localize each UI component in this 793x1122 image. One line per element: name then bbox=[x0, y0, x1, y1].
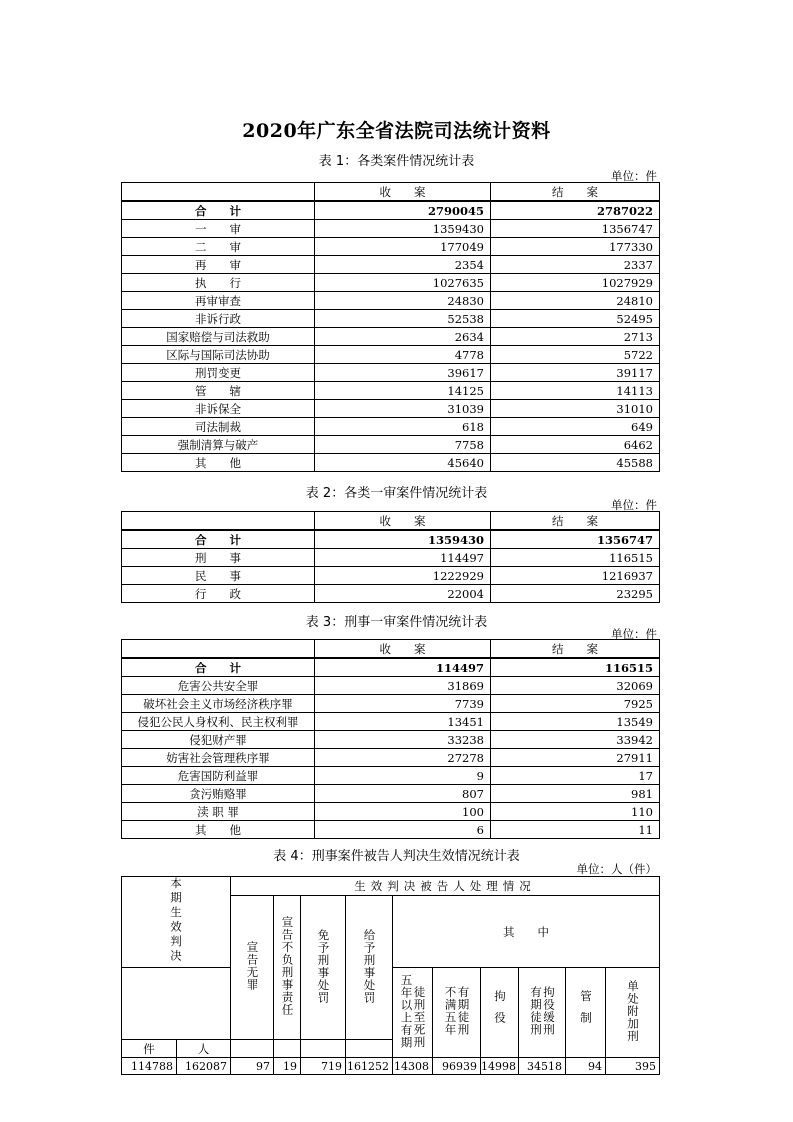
page-title: 2020年广东全省法院司法统计资料 bbox=[242, 120, 551, 142]
row-closed: 13549 bbox=[491, 713, 660, 731]
table-row bbox=[122, 328, 660, 346]
table4-val-suspended: 34518 bbox=[519, 1058, 566, 1075]
row-received: 31869 bbox=[315, 677, 491, 695]
table4-val-supplementary: 395 bbox=[606, 1058, 660, 1075]
table4-val-persons: 162087 bbox=[177, 1058, 231, 1075]
table2-unit: 单位：件 bbox=[611, 498, 657, 512]
table-row bbox=[122, 821, 660, 839]
row-closed: 24810 bbox=[491, 292, 660, 310]
table-row bbox=[122, 567, 660, 585]
row-label: 贪污贿赂罪 bbox=[122, 785, 315, 803]
row-label: 再 审 bbox=[122, 256, 315, 274]
table-row bbox=[122, 731, 660, 749]
table-row bbox=[122, 292, 660, 310]
row-received: 807 bbox=[315, 785, 491, 803]
row-label: 合 计 bbox=[122, 658, 315, 677]
table4-val-punish: 161252 bbox=[346, 1058, 393, 1075]
row-closed: 649 bbox=[491, 418, 660, 436]
row-received: 618 bbox=[315, 418, 491, 436]
row-closed: 981 bbox=[491, 785, 660, 803]
row-closed: 17 bbox=[491, 767, 660, 785]
table4-spacer-3 bbox=[301, 1040, 346, 1058]
row-closed: 1216937 bbox=[491, 567, 660, 585]
table4-val-exempt: 719 bbox=[301, 1058, 346, 1075]
row-received: 24830 bbox=[315, 292, 491, 310]
table-row bbox=[122, 238, 660, 256]
table4-corner-label: 本期生效判决 bbox=[169, 877, 183, 964]
table4 bbox=[121, 876, 660, 1075]
row-received: 4778 bbox=[315, 346, 491, 364]
table-row bbox=[122, 310, 660, 328]
table4-sub-persons: 人 bbox=[177, 1040, 231, 1058]
row-received: 27278 bbox=[315, 749, 491, 767]
row-closed: 1356747 bbox=[491, 530, 660, 549]
row-closed: 31010 bbox=[491, 400, 660, 418]
table4-corner-spacer bbox=[122, 968, 231, 1040]
table4-val-over5: 14308 bbox=[393, 1058, 433, 1075]
row-label: 司法制裁 bbox=[122, 418, 315, 436]
row-closed: 14113 bbox=[491, 382, 660, 400]
row-label: 管 辖 bbox=[122, 382, 315, 400]
row-closed: 110 bbox=[491, 803, 660, 821]
table-row bbox=[122, 454, 660, 472]
table-row bbox=[122, 201, 660, 220]
table-row bbox=[122, 658, 660, 677]
table3-caption: 表 3：刑事一审案件情况统计表 bbox=[305, 615, 488, 630]
table1-col-closed: 结 案 bbox=[491, 183, 660, 202]
table4-sub-cases: 件 bbox=[122, 1040, 177, 1058]
row-label: 国家赔偿与司法救助 bbox=[122, 328, 315, 346]
table4-val-acquit: 97 bbox=[231, 1058, 274, 1075]
table4-col-exempt: 免予刑事处罚 bbox=[301, 896, 346, 1040]
row-received: 2790045 bbox=[315, 201, 491, 220]
row-received: 52538 bbox=[315, 310, 491, 328]
table1-caption: 表 1：各类案件情况统计表 bbox=[318, 154, 475, 169]
row-label: 强制清算与破产 bbox=[122, 436, 315, 454]
row-closed: 2713 bbox=[491, 328, 660, 346]
row-label: 非诉保全 bbox=[122, 400, 315, 418]
table4-val-cases: 114788 bbox=[122, 1058, 177, 1075]
table-row bbox=[122, 530, 660, 549]
table4-group-header-label: 生效判决被告人处理情况 bbox=[354, 879, 536, 893]
row-closed: 52495 bbox=[491, 310, 660, 328]
row-received: 33238 bbox=[315, 731, 491, 749]
table1-unit: 单位：件 bbox=[611, 169, 657, 183]
row-label: 渎 职 罪 bbox=[122, 803, 315, 821]
row-closed: 11 bbox=[491, 821, 660, 839]
row-received: 114497 bbox=[315, 549, 491, 567]
row-closed: 23295 bbox=[491, 585, 660, 603]
row-received: 1359430 bbox=[315, 530, 491, 549]
row-received: 2354 bbox=[315, 256, 491, 274]
row-received: 1027635 bbox=[315, 274, 491, 292]
row-received: 14125 bbox=[315, 382, 491, 400]
table4-col-supplementary: 单处附加刑 bbox=[606, 968, 660, 1058]
table4-group-header bbox=[231, 877, 660, 896]
row-label: 一 审 bbox=[122, 220, 315, 238]
row-closed: 116515 bbox=[491, 549, 660, 567]
row-closed: 5722 bbox=[491, 346, 660, 364]
table-row bbox=[122, 749, 660, 767]
row-closed: 33942 bbox=[491, 731, 660, 749]
row-closed: 39117 bbox=[491, 364, 660, 382]
row-received: 6 bbox=[315, 821, 491, 839]
row-label: 执 行 bbox=[122, 274, 315, 292]
table4-val-detention: 14998 bbox=[481, 1058, 519, 1075]
row-received: 177049 bbox=[315, 238, 491, 256]
table2-col-received: 收 案 bbox=[315, 512, 491, 531]
row-received: 13451 bbox=[315, 713, 491, 731]
table-row bbox=[122, 549, 660, 567]
row-label: 合 计 bbox=[122, 530, 315, 549]
row-label: 刑罚变更 bbox=[122, 364, 315, 382]
table1-col-received: 收 案 bbox=[315, 183, 491, 202]
row-closed: 6462 bbox=[491, 436, 660, 454]
row-received: 2634 bbox=[315, 328, 491, 346]
table4-col-control: 管制 bbox=[566, 968, 606, 1058]
table4-spacer-2 bbox=[274, 1040, 301, 1058]
table-row bbox=[122, 220, 660, 238]
row-label: 破坏社会主义市场经济秩序罪 bbox=[122, 695, 315, 713]
row-label: 其 他 bbox=[122, 454, 315, 472]
row-closed: 1027929 bbox=[491, 274, 660, 292]
table4-unit: 单位：人（件） bbox=[576, 862, 657, 876]
row-received: 1222929 bbox=[315, 567, 491, 585]
row-closed: 2337 bbox=[491, 256, 660, 274]
row-label: 行 政 bbox=[122, 585, 315, 603]
table2-corner bbox=[122, 512, 315, 531]
table-row bbox=[122, 713, 660, 731]
row-label: 合 计 bbox=[122, 201, 315, 220]
table4-corner bbox=[122, 877, 231, 968]
table1-corner bbox=[122, 183, 315, 202]
table3-col-closed: 结 案 bbox=[491, 640, 660, 659]
row-received: 22004 bbox=[315, 585, 491, 603]
row-closed: 32069 bbox=[491, 677, 660, 695]
table3-col-received: 收 案 bbox=[315, 640, 491, 659]
row-closed: 116515 bbox=[491, 658, 660, 677]
table4-val-no-liability: 19 bbox=[274, 1058, 301, 1075]
row-closed: 2787022 bbox=[491, 201, 660, 220]
table-row bbox=[122, 346, 660, 364]
table2-col-closed: 结 案 bbox=[491, 512, 660, 531]
table4-val-control: 94 bbox=[566, 1058, 606, 1075]
row-received: 114497 bbox=[315, 658, 491, 677]
row-label: 再审审查 bbox=[122, 292, 315, 310]
row-closed: 7925 bbox=[491, 695, 660, 713]
table3-unit: 单位：件 bbox=[611, 627, 657, 641]
row-closed: 177330 bbox=[491, 238, 660, 256]
table-row bbox=[122, 785, 660, 803]
table3-corner bbox=[122, 640, 315, 659]
row-label: 区际与国际司法协助 bbox=[122, 346, 315, 364]
table-row bbox=[122, 400, 660, 418]
row-closed: 1356747 bbox=[491, 220, 660, 238]
row-received: 45640 bbox=[315, 454, 491, 472]
row-received: 31039 bbox=[315, 400, 491, 418]
table-row bbox=[122, 364, 660, 382]
row-label: 危害国防利益罪 bbox=[122, 767, 315, 785]
table4-data-row bbox=[122, 1058, 660, 1075]
table-row bbox=[122, 803, 660, 821]
table-row bbox=[122, 767, 660, 785]
table2 bbox=[121, 511, 660, 603]
table-row bbox=[122, 695, 660, 713]
row-label: 危害公共安全罪 bbox=[122, 677, 315, 695]
row-label: 二 审 bbox=[122, 238, 315, 256]
row-label: 侵犯公民人身权利、民主权利罪 bbox=[122, 713, 315, 731]
row-label: 妨害社会管理秩序罪 bbox=[122, 749, 315, 767]
row-closed: 45588 bbox=[491, 454, 660, 472]
row-received: 1359430 bbox=[315, 220, 491, 238]
row-received: 9 bbox=[315, 767, 491, 785]
table4-col-no-liability: 宣告不负刑事责任 bbox=[274, 896, 301, 1040]
table4-col-acquit: 宣告无罪 bbox=[231, 896, 274, 1040]
table4-col-punish: 给予刑事处罚 bbox=[346, 896, 393, 1040]
row-received: 7758 bbox=[315, 436, 491, 454]
table-row bbox=[122, 677, 660, 695]
table-row bbox=[122, 256, 660, 274]
row-label: 民 事 bbox=[122, 567, 315, 585]
table3 bbox=[121, 639, 660, 839]
table4-spacer-4 bbox=[346, 1040, 393, 1058]
table4-val-under5: 96939 bbox=[433, 1058, 481, 1075]
table4-spacer-1 bbox=[231, 1040, 274, 1058]
row-closed: 27911 bbox=[491, 749, 660, 767]
table1 bbox=[121, 182, 660, 472]
row-received: 7739 bbox=[315, 695, 491, 713]
table-row bbox=[122, 418, 660, 436]
table-row bbox=[122, 585, 660, 603]
table-row bbox=[122, 436, 660, 454]
table4-col-under5: 不满五年有期徒刑 bbox=[433, 968, 481, 1058]
table4-subgroup-header: 其 中 bbox=[393, 896, 660, 968]
table-row bbox=[122, 382, 660, 400]
table4-col-suspended: 有期徒刑拘役缓刑 bbox=[519, 968, 566, 1058]
table2-caption: 表 2：各类一审案件情况统计表 bbox=[305, 486, 488, 501]
row-label: 侵犯财产罪 bbox=[122, 731, 315, 749]
row-label: 非诉行政 bbox=[122, 310, 315, 328]
row-label: 刑 事 bbox=[122, 549, 315, 567]
row-label: 其 他 bbox=[122, 821, 315, 839]
row-received: 39617 bbox=[315, 364, 491, 382]
table4-col-5y-death: 五年以上有期徒刑至死刑 bbox=[393, 968, 433, 1058]
table4-col-detention: 拘役 bbox=[481, 968, 519, 1058]
table-row bbox=[122, 274, 660, 292]
row-received: 100 bbox=[315, 803, 491, 821]
table4-caption: 表 4：刑事案件被告人判决生效情况统计表 bbox=[273, 849, 520, 864]
